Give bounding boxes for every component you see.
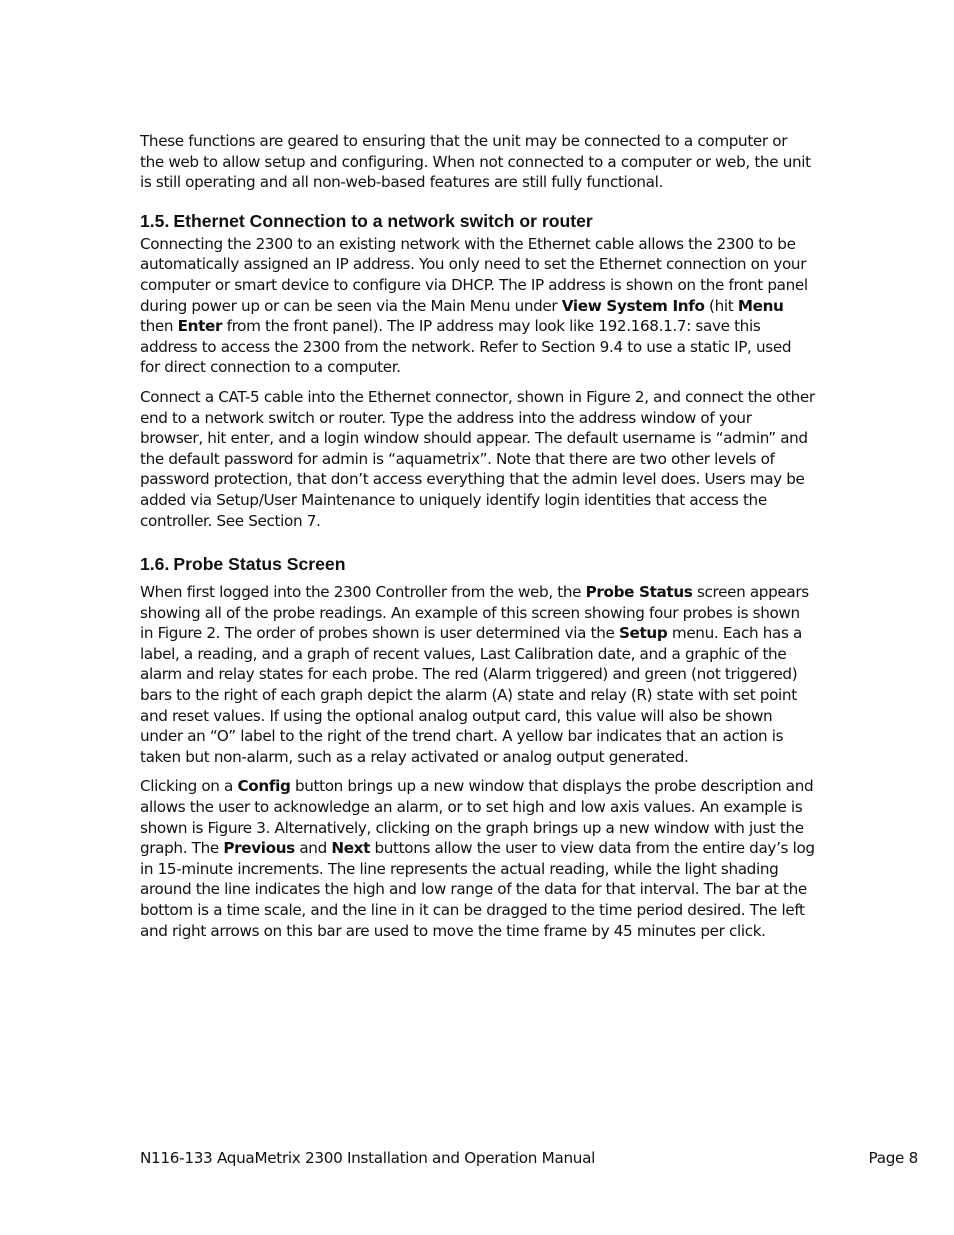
section-heading-ethernet (140, 210, 815, 232)
text-run: Clicking on a (140, 777, 238, 796)
text-run: then (140, 317, 178, 336)
text-run: Connecting the 2300 to an existing network with the Ethernet cable allows the 2300 to be automatically assigned an IP address. You only need to set the Ethernet connection on your computer or smart device to configure via DHCP. The IP address is shown on the front panel during power up or can be seen via the Main Menu under (140, 234, 808, 315)
footer-page-number: Page 8 (868, 1149, 918, 1167)
section-title: Ethernet Connection to a network switch or router (173, 210, 593, 231)
page-body (140, 131, 815, 950)
bold-term-menu: Menu (737, 296, 784, 315)
text-run: button brings up a new window that displays the probe description and allows the user to acknowledge an alarm, or to set high and low axis values. An example is shown is Figure 3. Alternatively, clicking on the graph brings up a new window with just the graph. The (140, 777, 814, 858)
bold-term-config: Config (237, 777, 291, 796)
bold-term-next: Next (331, 839, 371, 858)
section-heading-probe-status (140, 553, 815, 575)
text-run: screen appears showing all of the probe readings. An example of this screen showing four probes is shown in Figure 2. The order of probes shown is user determined via the (140, 583, 809, 643)
section-number: 1.6. (140, 554, 170, 575)
text-run: buttons allow the user to view data from the entire day’s log in 15-minute increments. The line represents the actual reading, while the light shading around the line indicates the high and low range of the data for that interval. The bar at the bottom is a time scale, and the line in it can be dragged to the time period desired. The left and right arrows on this bar are used to move the time frame by 45 minutes per click. (140, 839, 815, 940)
footer-manual-title: N116-133 AquaMetrix 2300 Installation and Operation Manual (140, 1149, 596, 1167)
text-run: and (294, 839, 332, 858)
ethernet-paragraph-1 (140, 234, 815, 378)
section-number: 1.5. (140, 210, 170, 231)
section-title: Probe Status Screen (173, 554, 346, 575)
probe-status-paragraph-2 (140, 776, 815, 941)
text-run: menu. Each has a label, a reading, and a graph of recent values, Last Calibration date, and a graphic of the alarm and relay states for each probe. The red (Alarm triggered) and green (not triggered) bars to the right of each graph depict the alarm (A) state and relay (R) state with set point and reset values. If using the optional analog output card, this value will also be shown under an “O” label to the right of the trend chart. A yellow bar indicates that an action is taken but non-alarm, such as a relay activated or analog output generated. (140, 624, 802, 766)
text-run: When first logged into the 2300 Controller from the web, the (140, 583, 586, 602)
text-run: from the front panel). The IP address may look like 192.168.1.7: save this address to access the 2300 from the network. Refer to Section 9.4 to use a static IP, used for direct connection to a computer. (140, 317, 792, 377)
bold-term-previous: Previous (223, 839, 295, 858)
bold-term-probe-status: Probe Status (585, 583, 693, 602)
bold-term-setup: Setup (618, 624, 668, 643)
bold-term-enter: Enter (177, 317, 223, 336)
bold-term-view-system-info: View System Info (561, 296, 705, 315)
text-run: (hit (704, 296, 738, 315)
ethernet-paragraph-2: Connect a CAT-5 cable into the Ethernet connector, shown in Figure 2, and connect the other end to a network switch or router. Type the address into the address window of your browser, hit enter, and a login window should appear. The default username is “admin” and the default password for admin is “aquametrix”. Note that there are two other levels of password protection, that don’t access everything that the admin level does. Users may be added via Setup/User Maintenance to uniquely identify login identities that access the controller. See Section 7. (140, 387, 815, 530)
probe-status-paragraph-1 (140, 582, 815, 767)
page-footer (140, 1148, 918, 1168)
intro-paragraph: These functions are geared to ensuring that the unit may be connected to a computer or the web to allow setup and configuring. When not connected to a computer or web, the unit is still operating and all non-web-based features are still fully functional. (140, 132, 811, 192)
